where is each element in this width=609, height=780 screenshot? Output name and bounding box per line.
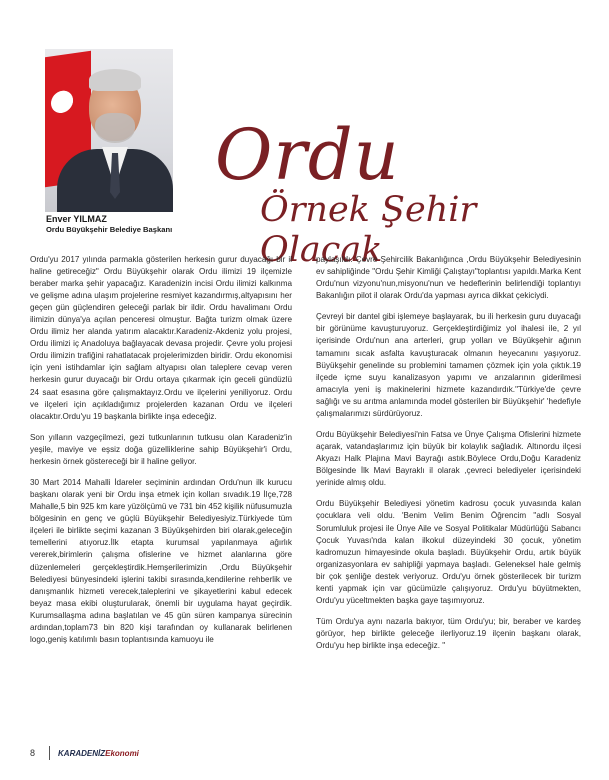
paragraph: Son yılların vazgeçilmezi, gezi tutkunlarının tutkusu olan Karadeniz'in yeşile, maviye ve eşsiz doğa güzelliklerine sahip Büyükşehir'i Ordu, herkesin örnek göstereceği bir il haline geliyor.: [30, 432, 292, 466]
page-footer: [30, 746, 139, 760]
footer-divider: [49, 746, 50, 760]
article-right-column: [316, 254, 581, 661]
headline-main: Ordu: [215, 114, 400, 196]
paragraph: Çevreyi bir dantel gibi işlemeye başlayarak, bu ili herkesin guru duyacağı bir görünüme kavuşturuyoruz. Gerçekleştirdiğimiz yol ihalesi ile, 2 yıl içerisinde Ordu'nun ana arterleri, grup yolları ve Büyükşehir ağının tamamını sıcak asfalta kavuşturacak olmanın heyecanını yaşıyoruz. Büyükşehir genelinde su problemini tamamen çözmek için yola çıktık.19 ilçede içme suyu kanalizasyon yapımı ve arızalarının giderilmesi amacıyla yeni iş makinelerini hizmete kazandırdık."Türkiye'de çevre sağlığı ve su arıtma anlamında model gösterilen bir Büyükşehir' 'hedefiyle çalışmalarımızı sürdürüyoruz.: [316, 312, 581, 418]
magazine-logo: [58, 749, 139, 758]
portrait-caption-role: Ordu Büyükşehir Belediye Başkanı: [46, 225, 173, 234]
paragraph: Tüm Ordu'ya aynı nazarla bakıyor, tüm Ordu'yu; bir, beraber ve kardeş görüyor, hep birlikte geleceğe ilerliyoruz.19 ilçenin başkanı olarak, Ordu'yu hep birlikte inşa edeceğiz. ": [316, 617, 581, 651]
magazine-logo-part-a: KARADENİZ: [58, 748, 106, 758]
portrait-caption-name: Enver YILMAZ: [46, 214, 107, 224]
page-number: 8: [30, 748, 36, 758]
portrait-photo: [45, 49, 173, 212]
paragraph: Ordu Büyükşehir Belediyesi'nin Fatsa ve Ünye Çalışma Ofislerini hizmete açarak, vatandaşlarımız için büyük bir kolaylık sağladık. Altınordu ilçesi Akyazı Halk Plajına Mavi Bayrağı astık.Böylece Ordu,Doğu Karadeniz Bölgesinde İlk Mavi Bayraklı il olarak ,çevreci belediyeler içerisindeki yerinide almış oldu.: [316, 429, 581, 488]
article-left-column: [30, 254, 292, 655]
paragraph: Ordu'yu 2017 yılında parmakla gösterilen herkesin gurur duyacağı bir il haline getireceğiz" Ordu Büyükşehir olarak Ordu ilimizi 19 ilçemizle beraber marka şehir yapacağız. Karadenizin incisi Ordu ilimizi kalkınma ve gelişme adına ulaşım projelerine resmiyet kazandırmış,altyapısını her geçen gün güçlendiren geleceği parlak bir ildir. Ordu havalimanı Ordu ilimizin dünya'ya açılan penceresi olmuştur. Bağta turizm olmak üzere Ordu ilimiz her alanda yatırım alacaktır.Karadeniz-Akdeniz yolu projesi, Ordu ilimizi iç Anadoluya bağlayacak devasa projedir. Çevre yolu projesi Ordu ilimizin trafiğini rahatlatacak projelerimizden biridir. Ordu ekonomisi için yeni istihdamlar için sağlam altyapısı olan taleplere cevap veren herkesin gurur duyacağı bir Ordu ortaya çıkarmak için geceli gündüzlü 24 saat esasına göre çalışmaktayız.Ordu ve ilçelerini yeniliyoruz. Ordu ve ilçeleri için açıkladığımız projelerden kazanan Ordu ve ilçeleri olacaktır.Ordu'yu 19 başkanla birlikte inşa edeceğiz.: [30, 255, 292, 421]
paragraph: Ordu Büyükşehir Belediyesi yönetim kadrosu çocuk yuvasında kalan çocuklara veli oldu. 'Benim Velim Benim Öğrencim ''adlı Sosyal Sorumluluk projesi ile Ünye Aile ve Sosyal Politikalar Müdürlüğü Sabancı Çocuk Yuvası'nda kalan ilkokul düzeyindeki 30 çocuk, yönetim kadromuzun himayesinde okula başladı. Büyükşehir Ordu, artık büyük organizasyonlara ev sahipliği yapmaya başladı. Geleneksel hale gelmiş bir çok şenliğe destek veriyoruz. Ordu'yu örnek gösterilecek bir turizm kenti yapmak için var gücümüzle çalışıyoruz. Ordu'yu büyütmekten, Ordu'yu yüceltmekten başka gaye taşımıyoruz.: [316, 499, 581, 605]
headline-subtitle: Örnek Şehir Olacak: [260, 190, 477, 270]
paragraph: paylaşıldı. Çevre Şehircilik Bakanlığınca ,Ordu Büyükşehir Belediyesinin ev sahipliğinde "Ordu Şehir Kimliği Çalıştayı"toplantısı yapıldı.Marka Kent Ordu'nun vizyonu'nun,misyonu'nun ve hedeflerinin belirlendiği toplantıyı Bakanlığın pilot il olarak Ordu'da yapması ayrıca dikkat çekiciydi.: [316, 255, 581, 301]
magazine-logo-part-b: Ekonomi: [105, 748, 139, 758]
portrait-hair: [89, 69, 141, 91]
paragraph: 30 Mart 2014 Mahalli İdareler seçiminin ardından Ordu'nun ilk kurucu başkanı olarak yeni bir Ordu inşa etmek için kolları sıvadık.19 İlçe,728 Mahalle,5 bin 925 km kare yüzölçümü ve 731 bin 452 kişilik nüfusumuzla bölgesinin en genç ve güçlü Büyükşehir Belediyesiyiz.Türkiyede tüm ilçeleri ile birlikte seçimi kazanan 3 Büyükşehirden biri olarak,geleceğin temellerini atıyoruz.İlk etapta kurumsal yapılanmaya ağırlık vererek,birimlerin çalışma ofislerine ve hizmet alanlarına göre düzenlemeleri gerçekleştirdik.Hemşerilerimizin ,Ordu Büyükşehir Belediyesi bünyesindeki işlerini takibi sırasında,kendilerine rehberlik ve danışmanlık hizmeti verecek,taleplerini ve şikayetlerini kabul edecek beyaz masa ekibi oluşturularak, önemli bir uygulama hayat geçirdik. Kurumsallaşma adına başlatılan ve 45 gün süren kampanya sürecinin ardından,toplam73 bin 820 kişi tarafından oy kullanarak belirlenen logo,geniş katılımlı basın toplantısında kamuoyu ile: [30, 478, 292, 644]
portrait-beard: [95, 113, 135, 143]
